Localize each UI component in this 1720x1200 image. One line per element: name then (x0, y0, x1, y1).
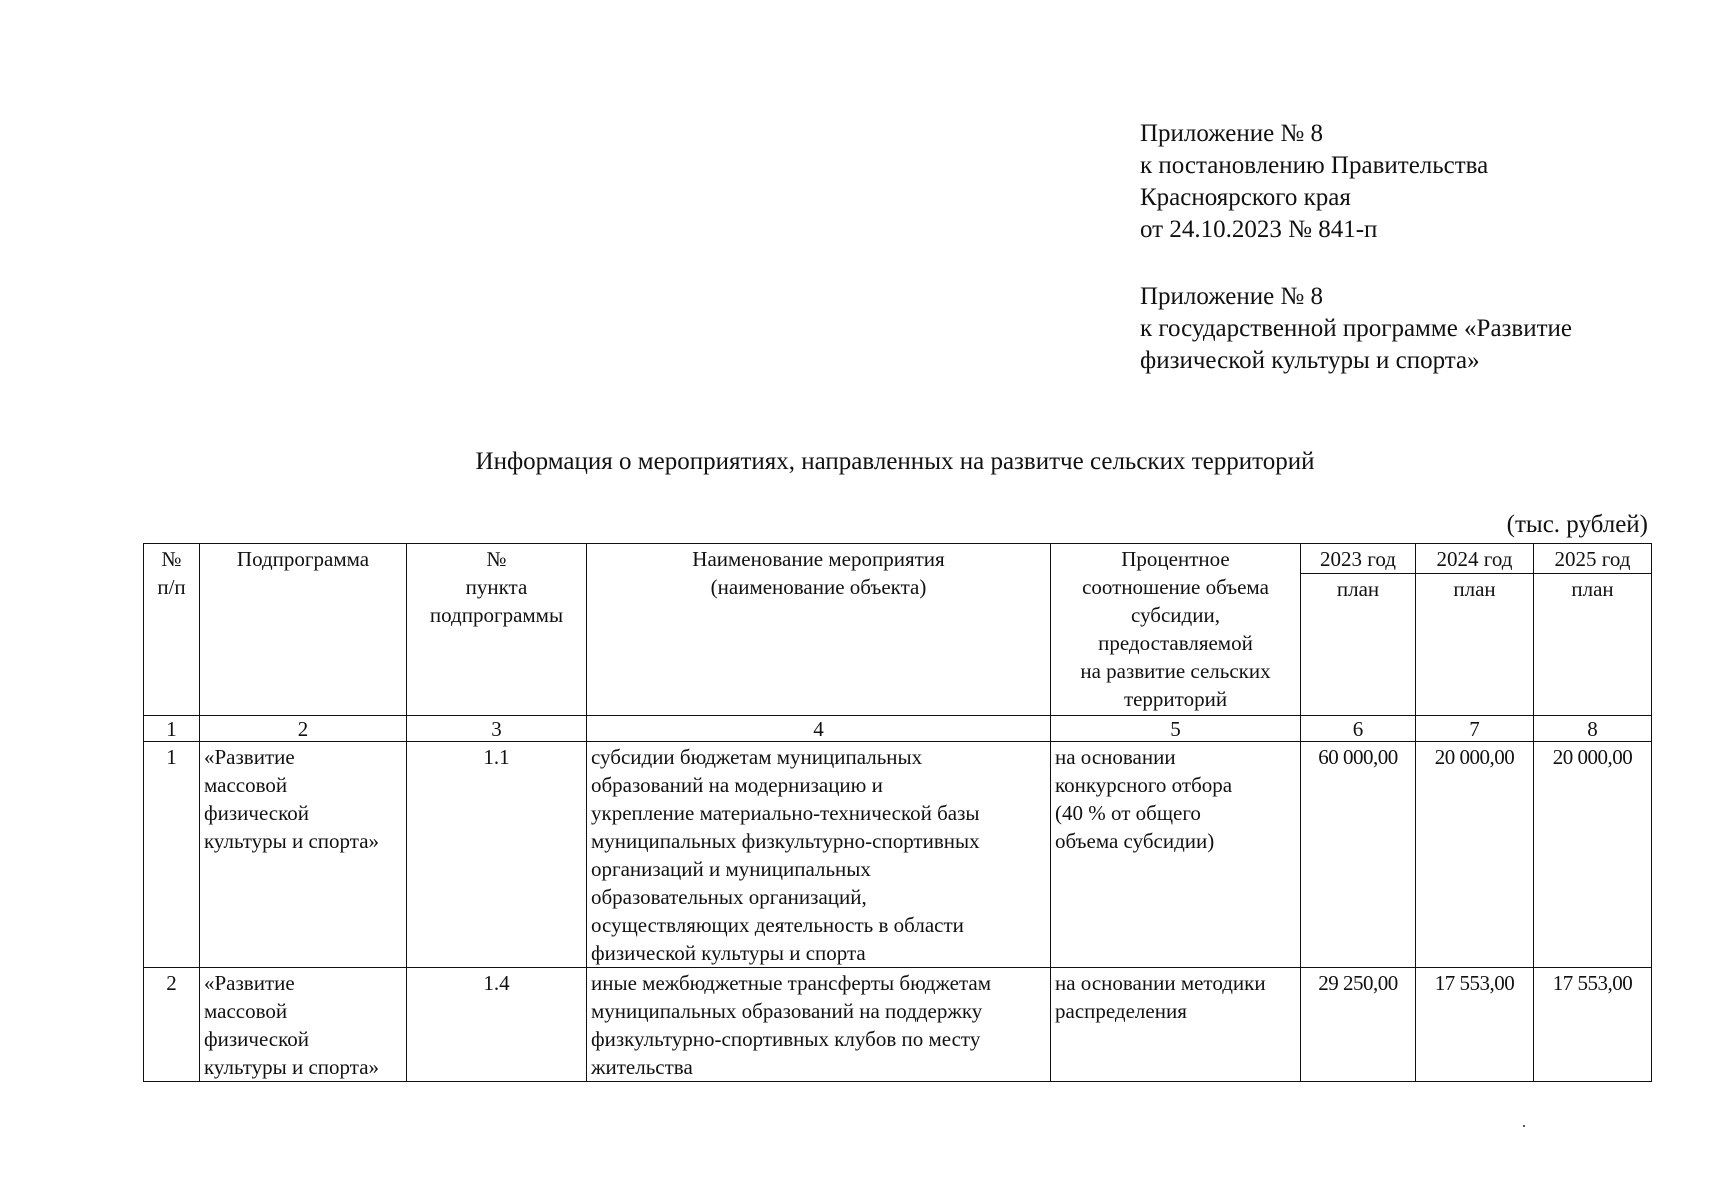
appendix-line: физической культуры и спорта» (1140, 347, 1480, 374)
column-number-row (144, 716, 1652, 742)
row-event-name: субсидии бюджетам муниципальных образований на модернизацию и укрепление материально-технической базы муниципальных физкультурно-спортивных организаций и муниципальных образовательных организаций, осуществляющих деятельность в области физической культуры и спорта (587, 742, 1051, 968)
appendix-line: Красноярского края (1140, 184, 1351, 211)
appendix-line: к постановлению Правительства (1140, 152, 1489, 179)
header-plan-2023: план (1301, 574, 1416, 716)
column-number: 5 (1051, 716, 1301, 742)
header-plan-2025: план (1534, 574, 1652, 716)
header-percent: Процентное соотношение объема субсидии, предоставляемой на развитие сельских территорий (1051, 544, 1301, 716)
row-percent: на основании конкурсного отбора (40 % от общего объема субсидии) (1051, 742, 1301, 968)
header-num: № п/п (144, 544, 200, 716)
events-table (143, 543, 1652, 1082)
header-item-number: № пункта подпрограммы (407, 544, 587, 716)
header-event-name: Наименование мероприятия (наименование объекта) (587, 544, 1051, 716)
appendix-line: Приложение № 8 (1140, 283, 1324, 310)
header-year-2025: 2025 год (1534, 544, 1652, 574)
row-subprogram: «Развитие массовой физической культуры и спорта» (200, 742, 407, 968)
row-value-2023: 60 000,00 (1301, 742, 1416, 968)
row-item-number: 1.4 (407, 968, 587, 1082)
appendix-block-program (1140, 281, 1700, 377)
row-event-name: иные межбюджетные трансферты бюджетам муниципальных образований на поддержку физкультурно-спортивных клубов по месту жительства (587, 968, 1051, 1082)
table-row (144, 968, 1652, 1082)
document-title: Информация о мероприятиях, направленных на развитче сельских территорий (475, 448, 1315, 475)
row-item-number: 1.1 (407, 742, 587, 968)
appendix-line: Приложение № 8 (1140, 120, 1324, 147)
header-subprogram: Подпрограмма (200, 544, 407, 716)
appendix-line: к государственной программе «Развитие (1140, 315, 1572, 342)
scan-dot (1523, 1125, 1525, 1127)
row-num: 2 (144, 968, 200, 1082)
column-number: 2 (200, 716, 407, 742)
row-value-2023: 29 250,00 (1301, 968, 1416, 1082)
header-plan-2024: план (1416, 574, 1534, 716)
row-value-2025: 20 000,00 (1534, 742, 1652, 968)
row-value-2024: 17 553,00 (1416, 968, 1534, 1082)
column-number: 8 (1534, 716, 1652, 742)
column-number: 7 (1416, 716, 1534, 742)
header-year-2023: 2023 год (1301, 544, 1416, 574)
table-row (144, 742, 1652, 968)
column-number: 1 (144, 716, 200, 742)
units-label: (тыс. рублей) (1506, 511, 1648, 538)
column-number: 3 (407, 716, 587, 742)
appendix-block-resolution (1140, 118, 1700, 246)
column-number: 4 (587, 716, 1051, 742)
header-year-2024: 2024 год (1416, 544, 1534, 574)
row-value-2025: 17 553,00 (1534, 968, 1652, 1082)
row-num: 1 (144, 742, 200, 968)
row-value-2024: 20 000,00 (1416, 742, 1534, 968)
row-percent: на основании методики распределения (1051, 968, 1301, 1082)
appendix-line: от 24.10.2023 № 841-п (1140, 216, 1378, 243)
table-header-row (144, 544, 1652, 574)
column-number: 6 (1301, 716, 1416, 742)
row-subprogram: «Развитие массовой физической культуры и спорта» (200, 968, 407, 1082)
